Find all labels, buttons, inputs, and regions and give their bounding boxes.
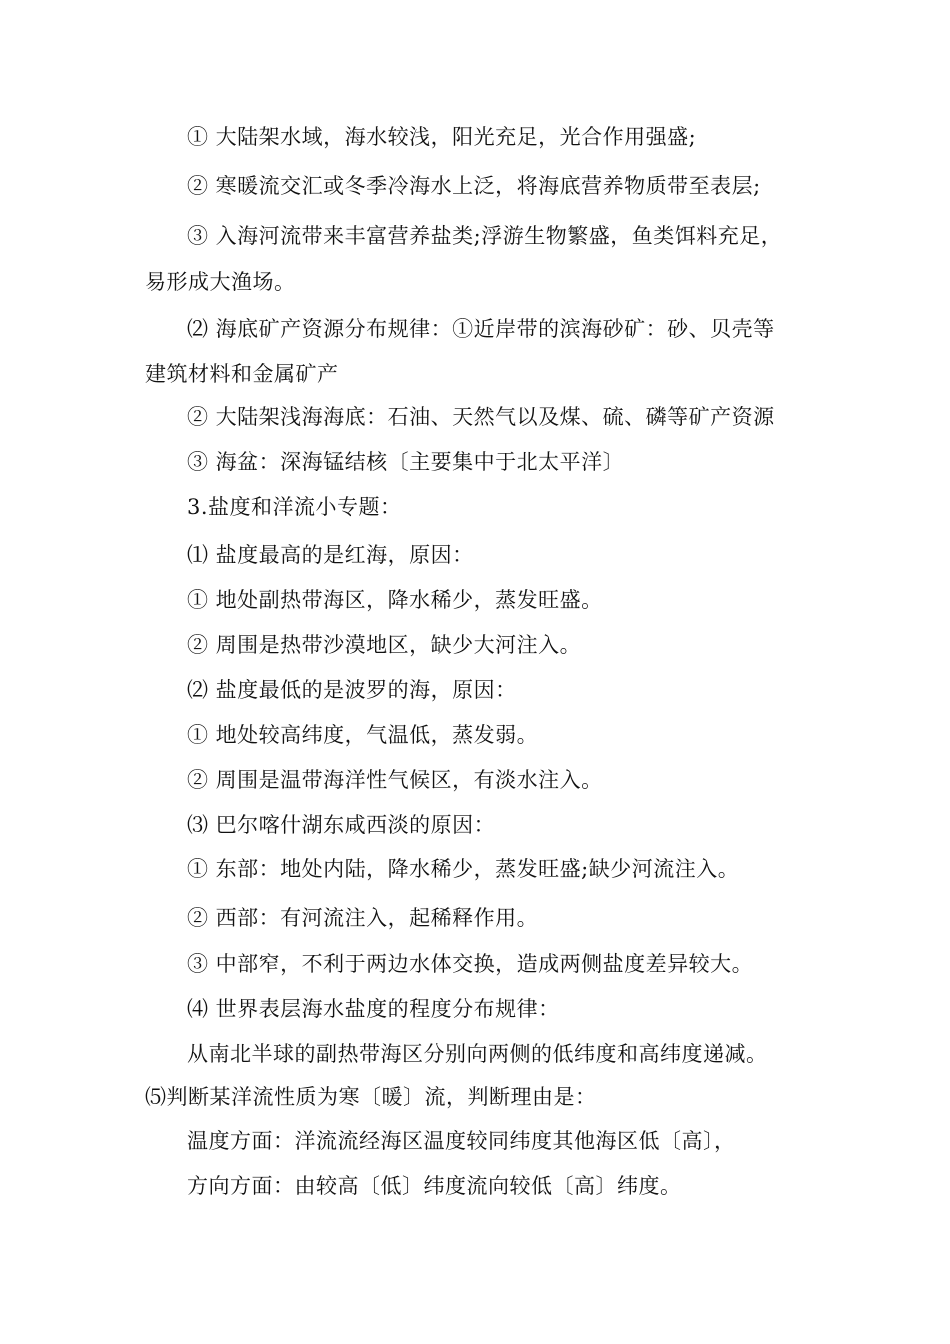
text-line: ⑵ 海底矿产资源分布规律：①近岸带的滨海砂矿：砂、贝壳等 (187, 317, 775, 341)
text-line: 方向方面：由较高〔低〕纬度流向较低〔高〕纬度。 (187, 1174, 682, 1198)
text-line: ③ 海盆：深海锰结核〔主要集中于北太平洋〕 (187, 450, 625, 474)
text-line: ① 大陆架水域，海水较浅，阳光充足，光合作用强盛; (187, 125, 697, 149)
text-line: ② 周围是温带海洋性气候区，有淡水注入。 (187, 768, 603, 792)
text-line: ⑸判断某洋流性质为寒〔暖〕流，判断理由是： (145, 1085, 597, 1109)
text-line: 建筑材料和金属矿产 (145, 362, 339, 386)
text-line: 从南北半球的副热带海区分别向两侧的低纬度和高纬度递减。 (187, 1042, 768, 1066)
text-line: ③ 入海河流带来丰富营养盐类;浮游生物繁盛，鱼类饵料充足， (187, 224, 783, 248)
text-line: ① 东部：地处内陆，降水稀少，蒸发旺盛;缺少河流注入。 (187, 857, 740, 881)
text-line: ③ 中部窄，不利于两边水体交换，造成两侧盐度差异较大。 (187, 952, 754, 976)
text-line: ② 寒暖流交汇或冬季冷海水上泛，将海底营养物质带至表层; (187, 174, 761, 198)
text-line: ⑴ 盐度最高的是红海，原因： (187, 543, 474, 567)
text-line: ⑵ 盐度最低的是波罗的海，原因： (187, 678, 517, 702)
text-line: 易形成大渔场。 (145, 270, 296, 294)
text-line: ⑷ 世界表层海水盐度的程度分布规律： (187, 997, 560, 1021)
text-line: ⑶ 巴尔喀什湖东咸西淡的原因： (187, 813, 496, 837)
text-line: 温度方面：洋流流经海区温度较同纬度其他海区低〔高〕， (187, 1129, 736, 1153)
text-line: ② 大陆架浅海海底：石油、天然气以及煤、硫、磷等矿产资源 (187, 405, 775, 429)
text-line: ① 地处较高纬度，气温低，蒸发弱。 (187, 723, 539, 747)
text-line: ① 地处副热带海区，降水稀少，蒸发旺盛。 (187, 588, 603, 612)
text-line: ② 周围是热带沙漠地区，缺少大河注入。 (187, 633, 582, 657)
section-heading: 3.盐度和洋流小专题： (187, 495, 402, 519)
text-line: ② 西部：有河流注入，起稀释作用。 (187, 906, 539, 930)
